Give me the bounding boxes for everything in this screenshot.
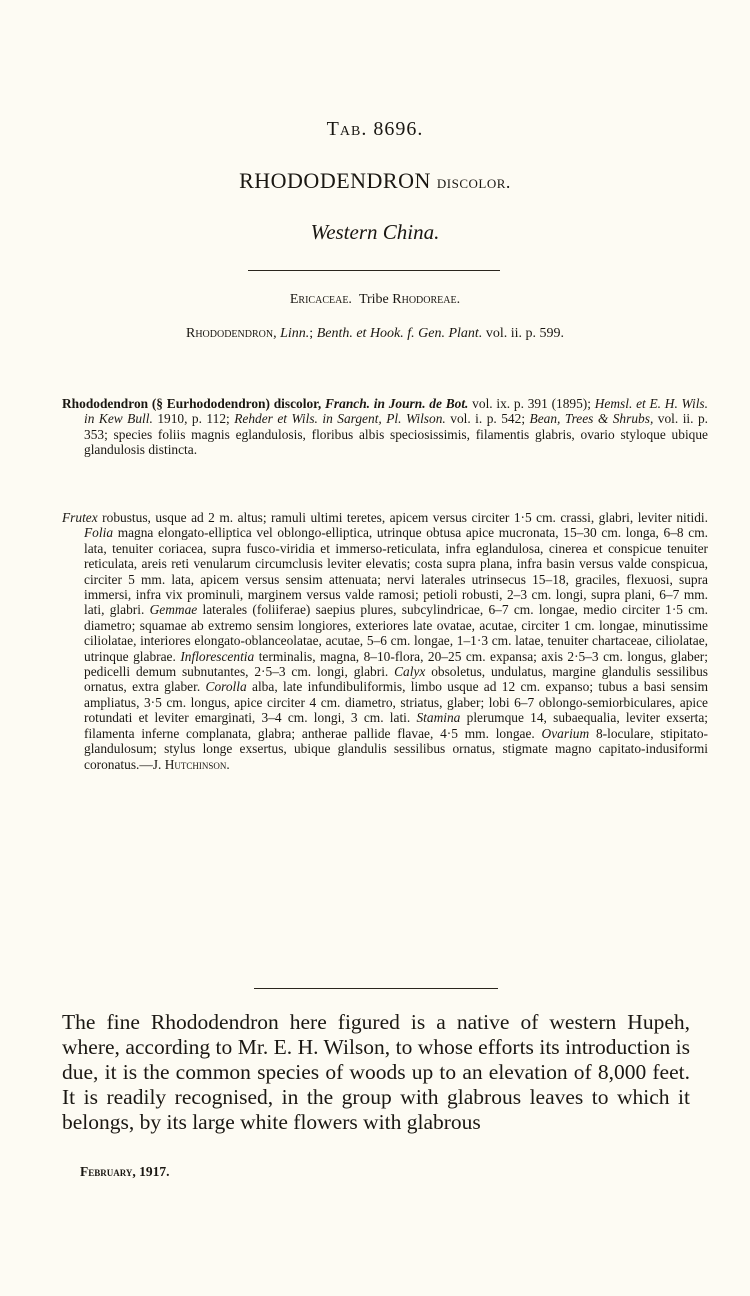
synonymy-ref-2: Hemsl. et E. H. Wils. in Kew Bull.: [84, 396, 708, 427]
divider-rule: [248, 270, 500, 271]
family-name: Ericaceae.: [289, 292, 352, 307]
desc-text-6: alba, late infundibuliformis, limbo usque ad 12 cm. expanso; tubus a basi sensim ampliatus, 3·5 cm. longus, apice circiter 4 cm. diametro, striatus, glaber; lobi 6–7 oblongo-semiorbiculares, apice rotundati et leviter emarginati, 3–4 cm. longi, 3 cm. lati.: [84, 679, 708, 726]
desc-text-2: magna elongato-elliptica vel oblongo-elliptica, utrinque obtusa apice mucronata, 15–30 cm. longa, 6–8 cm. lata, tenuiter coriacea, supra fusco-viridia et immerso-reticulata, infra eglandulosa, cinerea et conspicue tenuiter reticulata, areis reti venularum circumclusis leviter elevatis; costa supra plana, infra basin versus valde conspicua, circiter 5 mm. lata, apicem versus sensim attenuata; nervi laterales utrinsecus 15–18, graciles, flexuosi, supra immersi, infra vix prominuli, marginem versus valde ramosi; petioli robusti, 2–3 cm. longi, supra plani, 6–7 mm. lati, glabri.: [84, 525, 708, 618]
family-line: [0, 292, 750, 308]
desc-text-5: obsoletus, undulatus, margine glandulis sessilibus ornatus, extra glaber.: [84, 664, 708, 695]
desc-text-3: laterales (foliiferae) saepius plures, subcylindricae, 6–7 cm. longae, medio circiter 1·5 cm. diametro; squamae ab extremo sensim longiores, exteriores late ovatae, acutae, circiter 1 cm. longae, minutissime ciliolatae, interiores elongato-oblanceolatae, acutae, 5–6 cm. longae, 1–1·3 cm. latae, tenuiter chartaceae, ciliolatae, utrinque glabrae.: [84, 602, 708, 664]
genus-title: RHODODENDRON: [239, 168, 431, 193]
species-title: [0, 168, 750, 194]
divider-rule-2: [254, 988, 498, 989]
genus-sep: ;: [309, 326, 314, 341]
synonymy-ref-1: Franch. in Journ. de Bot.: [324, 396, 469, 411]
region: Western China.: [310, 220, 440, 244]
plate-number: [0, 118, 750, 141]
body-paragraph: The fine Rhododendron here figured is a native of western Hupeh, where, according to Mr. E. H. Wilson, to whose efforts its introduction is due, it is the common species of woods up to an elevation of 8,000 feet. It is readily recognised, in the group with glabrous leaves to which it belongs, by its large white flowers with glabrous: [62, 1010, 690, 1134]
genus-authority: Linn.: [280, 326, 310, 341]
tribe-name: Rhodoreae.: [392, 292, 461, 307]
desc-text-8: 8-loculare, stipitato-glandulosum; stylus longe exsertus, ubique glandulis sessilibus ornatus, stigmate magno capitato-indusiformi coronatus.—J.: [84, 725, 708, 772]
genus-line: [0, 326, 750, 342]
term-corolla: Corolla: [205, 679, 247, 695]
species-epithet: discolor.: [436, 172, 511, 192]
tab-number: 8696.: [373, 118, 424, 140]
desc-text-4: terminalis, magna, 8–10-flora, 20–25 cm. expansa; axis 2·5–3 cm. longus, glaber; pedicelli demum subnutantes, 2·5–3 cm. longi, glabri.: [84, 648, 708, 680]
synonymy-ref-2-detail: 1910, p. 112;: [157, 411, 230, 427]
term-inflorescentia: Inflorescentia: [180, 648, 255, 664]
genus-reference-detail: vol. ii. p. 599.: [485, 326, 564, 341]
description-author: Hutchinson.: [164, 756, 230, 772]
desc-text-1: robustus, usque ad 2 m. altus; ramuli ultimi teretes, apicem versus circiter 1·5 cm. crassi, glabri, leviter nitidi.: [102, 510, 708, 525]
genus-name: Rhododendron,: [185, 326, 277, 341]
synonymy-ref-3-detail: vol. i. p. 542;: [450, 411, 526, 427]
tribe-prefix: Tribe: [358, 292, 389, 307]
synonymy-ref-4-detail: vol. ii. p. 353; species foliis magnis eglandulosis, floribus albis speciosissimis, filamentis glabris, ovario styloque ubique glandulosis distincta.: [84, 411, 709, 458]
genus-reference: Benth. et Hook. f. Gen. Plant.: [316, 326, 483, 341]
synonymy-paragraph: [62, 396, 708, 458]
species-name: Rhododendron (§ Eurhododendron) discolor,: [62, 396, 322, 411]
synonymy-ref-1-detail: vol. ix. p. 391 (1895);: [472, 396, 591, 411]
term-frutex: Frutex: [62, 510, 98, 525]
term-calyx: Calyx: [394, 664, 426, 680]
latin-description: [62, 510, 708, 772]
desc-text-7: plerumque 14, subaequalia, leviter exserta; filamenta inferne complanata, glabra; antherae pallide flavae, 4·5 mm. longae.: [84, 710, 708, 741]
term-stamina: Stamina: [416, 710, 461, 726]
publication-date: February, 1917.: [80, 1164, 170, 1179]
synonymy-ref-4: Bean, Trees & Shrubs,: [529, 411, 654, 427]
synonymy-ref-3: Rehder et Wils. in Sargent, Pl. Wilson.: [234, 411, 446, 427]
term-ovarium: Ovarium: [541, 725, 590, 741]
term-folia: Folia: [84, 525, 114, 541]
term-gemmae: Gemmae: [149, 602, 198, 618]
tab-label: Tab.: [326, 118, 368, 140]
